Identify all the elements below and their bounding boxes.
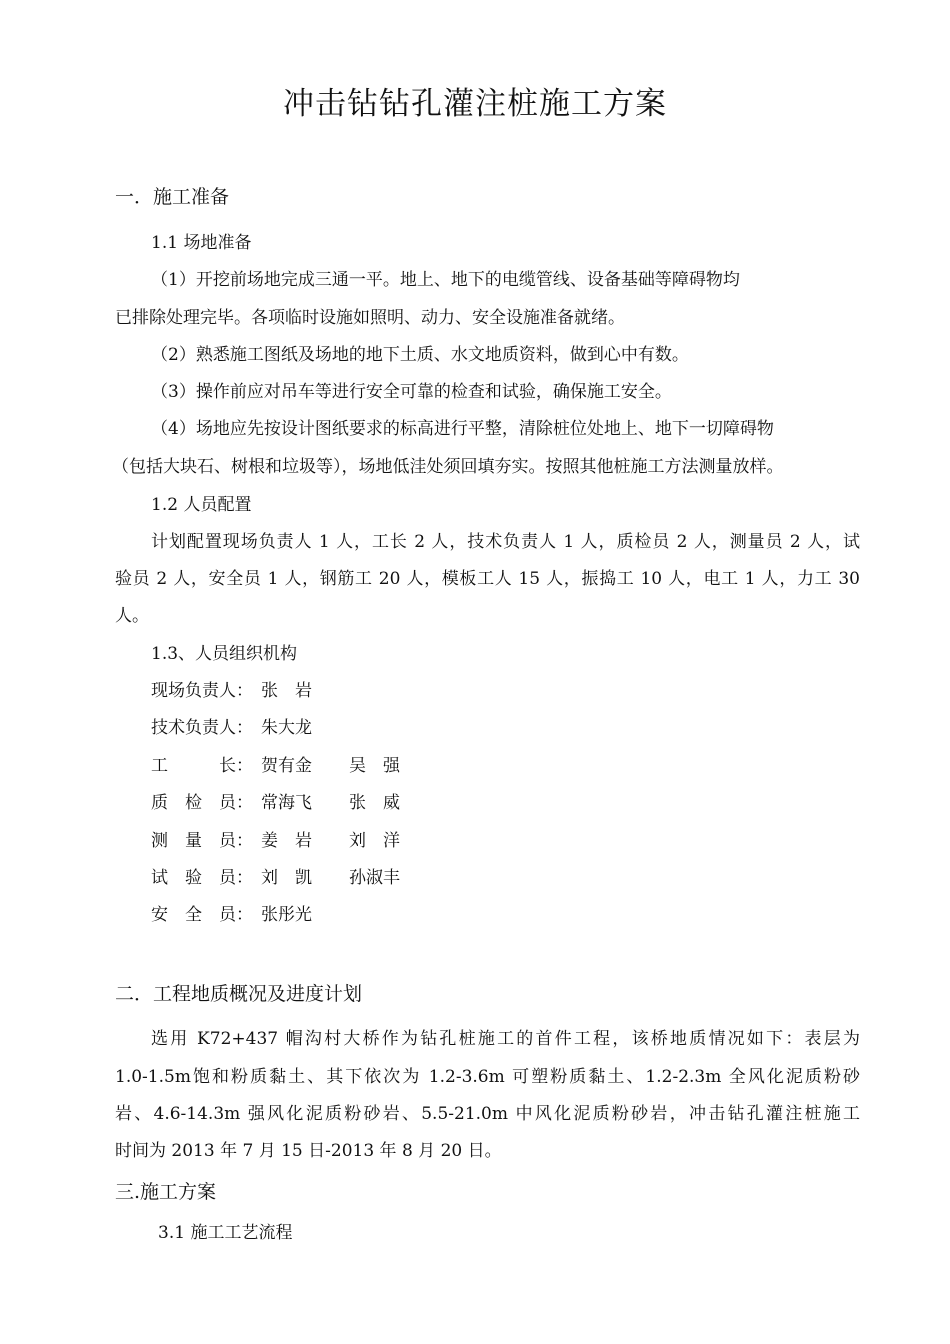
org-role-label: 技术负责人： xyxy=(151,718,253,738)
geology-paragraph-line-4: 时间为 2013 年 7 月 15 日-2013 年 8 月 20 日。 xyxy=(115,1141,502,1161)
section-2-heading: 二．工程地质概况及进度计划 xyxy=(115,983,363,1005)
org-role-label: 工 长： xyxy=(151,756,253,776)
org-name: 姜 岩 xyxy=(261,831,312,851)
document-title: 冲击钻钻孔灌注桩施工方案 xyxy=(283,86,667,122)
paragraph-item-4-line-2: （包括大块石、树根和垃圾等），场地低洼处须回填夯实。按照其他桩施工方法测量放样。 xyxy=(112,457,784,477)
org-name: 常海飞 xyxy=(261,793,312,813)
org-name: 刘 洋 xyxy=(349,831,400,851)
org-role-label: 试 验 员： xyxy=(151,868,253,888)
org-row xyxy=(151,791,400,815)
org-name: 刘 凯 xyxy=(261,868,312,888)
org-row xyxy=(151,829,400,853)
staff-paragraph-line-1: 计划配置现场负责人 1 人，工长 2 人，技术负责人 1 人，质检员 2 人，测量员 2 人，试 xyxy=(151,532,860,552)
subsection-1-1-heading: 1.1 场地准备 xyxy=(151,233,252,253)
org-name: 张 威 xyxy=(349,793,400,813)
org-row xyxy=(151,866,400,890)
org-role-label: 现场负责人： xyxy=(151,681,253,701)
org-role-label: 安 全 员： xyxy=(151,905,253,925)
org-row xyxy=(151,679,349,703)
org-name: 朱大龙 xyxy=(261,718,312,738)
paragraph-item-3: （3）操作前应对吊车等进行安全可靠的检查和试验，确保施工安全。 xyxy=(151,382,672,402)
staff-paragraph-line-3: 人。 xyxy=(115,606,149,626)
org-row xyxy=(151,903,349,927)
org-role-label: 质 检 员： xyxy=(151,793,253,813)
geology-paragraph-line-1: 选用 K72+437 帽沟村大桥作为钻孔桩施工的首件工程，该桥地质情况如下：表层为 xyxy=(151,1029,860,1049)
org-name: 张 岩 xyxy=(261,681,312,701)
geology-paragraph-line-3: 岩、4.6-14.3m 强风化泥质粉砂岩、5.5-21.0m 中风化泥质粉砂岩，冲击钻孔灌注桩施工 xyxy=(115,1104,860,1124)
paragraph-item-1-line-2: 已排除处理完毕。各项临时设施如照明、动力、安全设施准备就绪。 xyxy=(115,308,625,328)
org-name: 贺有金 xyxy=(261,756,312,776)
subsection-3-1-heading: 3.1 施工工艺流程 xyxy=(158,1223,293,1243)
geology-paragraph-line-2: 1.0-1.5m饱和粉质黏土、其下依次为 1.2-3.6m 可塑粉质黏土、1.2-2.3m 全风化泥质粉砂 xyxy=(115,1067,860,1087)
staff-paragraph-line-2: 验员 2 人，安全员 1 人，钢筋工 20 人，模板工人 15 人，振捣工 10 人，电工 1 人，力工 30 xyxy=(115,569,860,589)
org-row xyxy=(151,716,349,740)
org-name: 孙淑丰 xyxy=(349,868,400,888)
paragraph-item-4-line-1: （4）场地应先按设计图纸要求的标高进行平整，清除桩位处地上、地下一切障碍物 xyxy=(151,419,774,439)
org-name: 张彤光 xyxy=(261,905,312,925)
org-role-label: 测 量 员： xyxy=(151,831,253,851)
org-row xyxy=(151,754,400,778)
subsection-1-2-heading: 1.2 人员配置 xyxy=(151,495,252,515)
section-3-heading: 三.施工方案 xyxy=(115,1181,217,1203)
subsection-1-3-heading: 1.3、人员组织机构 xyxy=(151,644,298,664)
paragraph-item-1-line-1: （1）开挖前场地完成三通一平。地上、地下的电缆管线、设备基础等障碍物均 xyxy=(151,270,740,290)
org-name: 吴 强 xyxy=(349,756,400,776)
paragraph-item-2: （2）熟悉施工图纸及场地的地下土质、水文地质资料，做到心中有数。 xyxy=(151,345,689,365)
section-1-heading: 一．施工准备 xyxy=(115,186,230,208)
